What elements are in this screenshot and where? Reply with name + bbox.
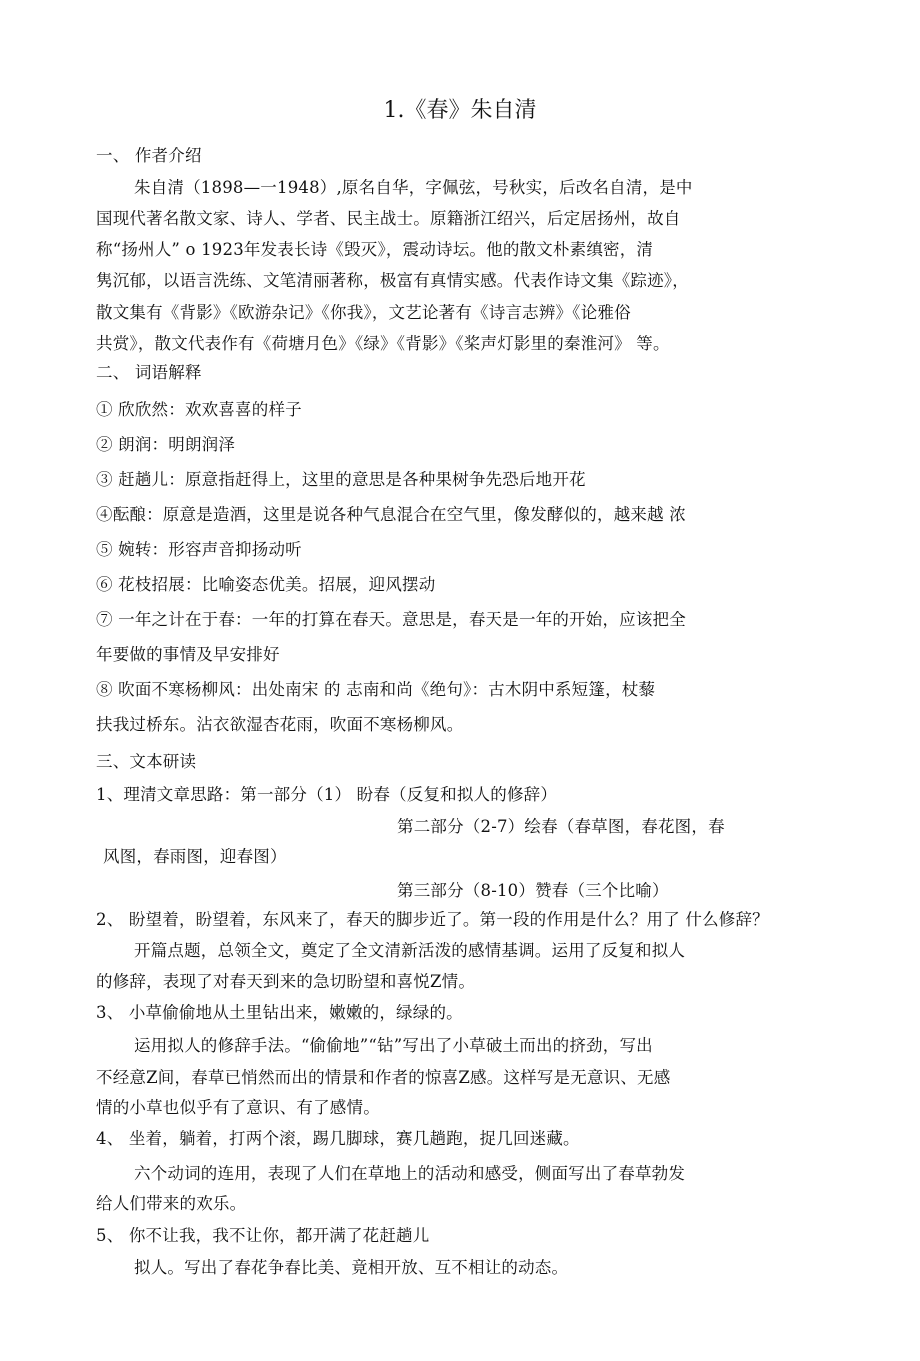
question-line: 3、 小草偷偷地从土里钻出来，嫩嫩的，绿绿的。 bbox=[96, 1003, 463, 1022]
paragraph-line: 国现代著名散文家、诗人、学者、民主战士。原籍浙江绍兴，后定居扬州，故自 bbox=[96, 209, 681, 228]
paragraph-line: 朱自清（1898—一1948）,原名自华，字佩弦，号秋实，后改名自清，是中 bbox=[134, 178, 693, 197]
section-heading-text-study: 三、文本研读 bbox=[96, 752, 197, 771]
question-line: 4、 坐着，躺着，打两个滚，踢几脚球，赛几趟跑，捉几回迷藏。 bbox=[96, 1129, 580, 1148]
vocab-item: ⑧ 吹面不寒杨柳风：出处南宋 的 志南和尚《绝句》：古木阴中系短篷，杖藜 bbox=[96, 680, 656, 699]
paragraph-line: 风图，春雨图，迎春图） bbox=[103, 847, 287, 866]
document-title: 1.《春》朱自清 bbox=[383, 98, 537, 123]
vocab-item-continued: 扶我过桥东。沾衣欲湿杏花雨，吹面不寒杨柳风。 bbox=[96, 715, 464, 734]
vocab-item: ⑦ 一年之计在于春：一年的打算在春天。意思是，春天是一年的开始，应该把全 bbox=[96, 610, 686, 629]
vocab-item: ② 朗润：明朗润泽 bbox=[96, 435, 236, 454]
answer-line: 六个动词的连用，表现了人们在草地上的活动和感受，侧面写出了春草勃发 bbox=[134, 1164, 686, 1183]
answer-line: 情的小草也似乎有了意识、有了感情。 bbox=[96, 1098, 380, 1117]
section-heading-author: 一、 作者介绍 bbox=[96, 146, 202, 165]
answer-line: 给人们带来的欢乐。 bbox=[96, 1194, 247, 1213]
vocab-item: ④酝酿：原意是造酒，这里是说各种气息混合在空气里，像发酵似的，越来越 浓 bbox=[96, 505, 686, 524]
paragraph-line: 隽沉郁，以语言洗练、文笔清丽著称，极富有真情实感。代表作诗文集《踪迹》， bbox=[96, 271, 689, 290]
paragraph-line: 1、理清文章思路：第一部分（1） 盼春（反复和拟人的修辞） bbox=[96, 785, 558, 804]
vocab-item: ③ 赶趟儿：原意指赶得上，这里的意思是各种果树争先恐后地开花 bbox=[96, 470, 586, 489]
paragraph-line: 第二部分（2-7）绘春（春草图，春花图，春 bbox=[397, 817, 725, 836]
vocab-item-continued: 年要做的事情及早安排好 bbox=[96, 645, 280, 664]
section-heading-vocab: 二、 词语解释 bbox=[96, 363, 202, 382]
answer-line: 的修辞，表现了对春天到来的急切盼望和喜悦Z情。 bbox=[96, 972, 476, 991]
paragraph-line: 称“扬州人” o 1923年发表长诗《毁灭》，震动诗坛。他的散文朴素缜密，清 bbox=[96, 240, 654, 259]
question-line: 2、 盼望着，盼望着，东风来了，春天的脚步近了。第一段的作用是什么？用了 什么修辞？ bbox=[96, 910, 769, 929]
question-line: 5、 你不让我，我不让你，都开满了花赶趟儿 bbox=[96, 1226, 430, 1245]
paragraph-line: 共赏》，散文代表作有《荷塘月色》《绿》《背影》《桨声灯影里的秦淮河》 等。 bbox=[96, 334, 670, 353]
paragraph-line: 第三部分（8-10）赞春（三个比喻） bbox=[397, 881, 669, 900]
vocab-item: ⑥ 花枝招展：比喻姿态优美。招展，迎风摆动 bbox=[96, 575, 436, 594]
answer-line: 拟人。写出了春花争春比美、竟相开放、互不相让的动态。 bbox=[134, 1258, 569, 1277]
answer-line: 开篇点题，总领全文，奠定了全文清新活泼的感情基调。运用了反复和拟人 bbox=[134, 941, 686, 960]
paragraph-line: 散文集有《背影》《欧游杂记》《你我》，文艺论著有《诗言志辨》《论雅俗 bbox=[96, 303, 631, 322]
vocab-item: ⑤ 婉转：形容声音抑扬动听 bbox=[96, 540, 302, 559]
answer-line: 不经意Z间，春草已悄然而出的情景和作者的惊喜Z感。这样写是无意识、无感 bbox=[96, 1068, 671, 1087]
vocab-item: ① 欣欣然：欢欢喜喜的样子 bbox=[96, 400, 302, 419]
answer-line: 运用拟人的修辞手法。“偷偷地”“钻”写出了小草破土而出的挤劲，写出 bbox=[134, 1036, 653, 1055]
